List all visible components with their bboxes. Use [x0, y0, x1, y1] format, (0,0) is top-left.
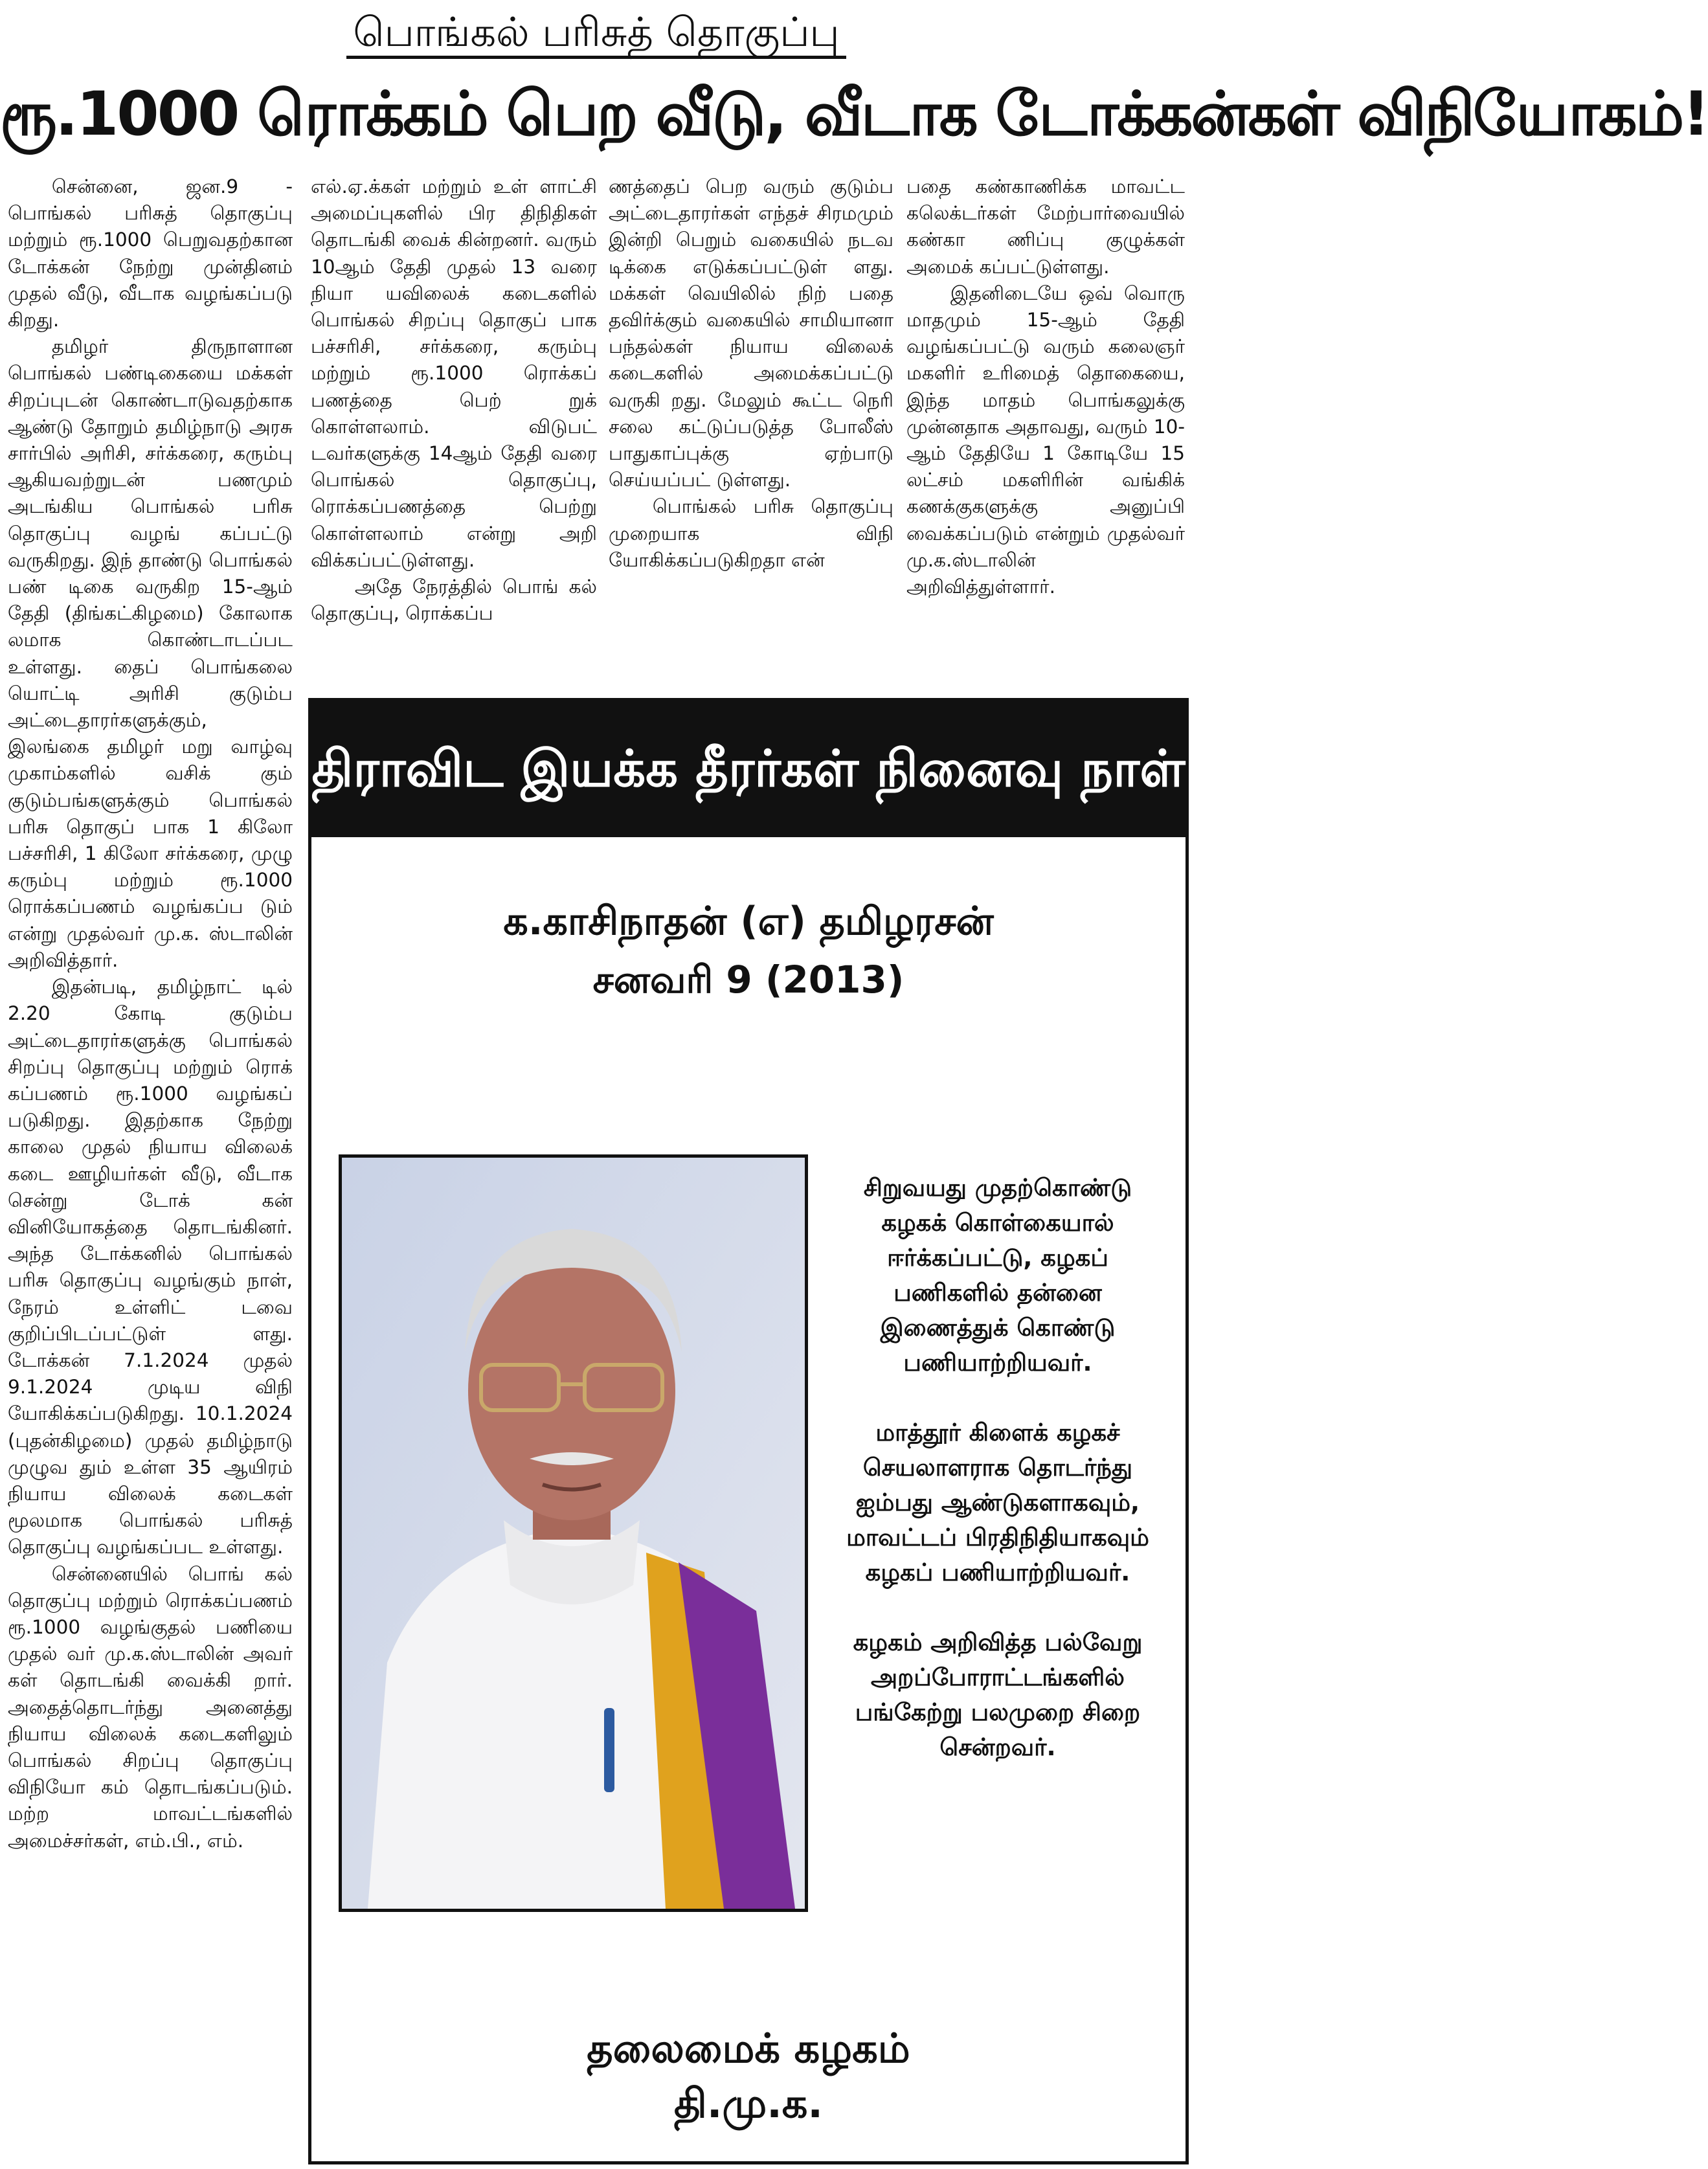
paragraph: அதே நேரத்தில் பொங் கல் தொகுப்பு, ரொக்கப்ப: [311, 576, 597, 625]
portrait-photo: [339, 1154, 808, 1912]
paragraph: எல்.ஏ.க்கள் மற்றும் உள் ளாட்சி அமைப்புகளில் பிர திநிதிகள் தொடங்கி வைக் கின்றனர். வரும் 10ஆம் தேதி முதல் 13 வரை நியா யவிலைக் கடைகளில் பொங்கல் சிறப்பு தொகுப் பாக பச்சரிசி, சர்க்கரை, கரும்பு மற்றும் ரூ.1000 ரொக்கப் பணத்தை பெற் றுக் கொள்ளலாம். விடுபட் டவர்களுக்கு 14ஆம் தேதி வரை பொங்கல் தொகுப்பு, ரொக்கப்பணத்தை பெற்று கொள்ளலாம் என்று அறி விக்கப்பட்டுள்ளது.: [311, 175, 597, 571]
signature-line-1: தலைமைக் கழகம்: [587, 2025, 910, 2072]
kicker-text: பொங்கல் பரிசுத் தொகுப்பு: [346, 8, 846, 59]
bio-paragraph: சிறுவயது முதற்கொண்டு கழகக் கொள்கையால் ஈர்க்கப்பட்டு, கழகப் பணிகளில் தன்னை இணைத்துக் கொண்டு பணியாற்றியவர்.: [863, 1174, 1132, 1377]
paragraph: சென்னை, ஜன.9 - பொங்கல் பரிசுத் தொகுப்பு மற்றும் ரூ.1000 பெறுவதற்கான டோக்கன் நேற்று முன்தினம் முதல் வீடு, வீடாக வழங்கப்படு கிறது.: [8, 175, 293, 332]
paragraph: சென்னையில் பொங் கல் தொகுப்பு மற்றும் ரொக்கப்பணம் ரூ.1000 வழங்குதல் பணியை முதல் வர் மு.க.ஸ்டாலின் அவர் கள் தொடங்கி வைக்கி றார். அதைத்தொடர்ந்து அனைத்து நியாய விலைக் கடைகளிலும் பொங்கல் சிறப்பு தொகுப்பு விநியோ கம் தொடங்கப்படும். மற்ற மாவட்டங்களில் அமைச்சர்கள், எம்.பி., எம்.: [8, 1562, 293, 1852]
portrait-illustration: [342, 1158, 805, 1909]
paragraph: தமிழர் திருநாளான பொங்கல் பண்டிகையை மக்கள் சிறப்புடன் கொண்டாடுவதற்காக ஆண்டு தோறும் தமிழ்நாடு அரசு சார்பில் அரிசி, சர்க்கரை, கரும்பு ஆகியவற்றுடன் பணமும் அடங்கிய பொங்கல் பரிசு தொகுப்பு வழங் கப்பட்டு வருகிறது. இந் தாண்டு பொங்கல் பண் டிகை வருகிற 15-ஆம் தேதி (திங்கட்கிழமை) கோலாக லமாக கொண்டாடப்பட உள்ளது. தைப் பொங்கலை யொட்டி அரிசி குடும்ப அட்டைதாரர்களுக்கும், இலங்கை தமிழர் மறு வாழ்வு முகாம்களில் வசிக் கும் குடும்பங்களுக்கும் பொங்கல் பரிசு தொகுப் பாக 1 கிலோ பச்சரிசி, 1 கிலோ சர்க்கரை, முழு கரும்பு மற்றும் ரூ.1000 ரொக்கப்பணம் வழங்கப்ப டும் என்று முதல்வர் மு.க. ஸ்டாலின் அறிவித்தார்.: [8, 335, 293, 971]
paragraph: இதன்படி, தமிழ்நாட் டில் 2.20 கோடி குடும்ப அட்டைதாரர்களுக்கு பொங்கல் சிறப்பு தொகுப்பு மற்றும் ரொக் கப்பணம் ரூ.1000 வழங்கப் படுகிறது. இதற்காக நேற்று காலை முதல் நியாய விலைக் கடை ஊழியர்கள் வீடு, வீடாக சென்று டோக் கன் வினியோகத்தை தொடங்கினர். அந்த டோக்கனில் பொங்கல் பரிசு தொகுப்பு வழங்கும் நாள், நேரம் உள்ளிட் டவை குறிப்பிடப்பட்டுள் ளது. டோக்கன் 7.1.2024 முதல் 9.1.2024 முடிய விநி யோகிக்கப்படுகிறது. 10.1.2024 (புதன்கிழமை) முதல் தமிழ்நாடு முழுவ தும் உள்ள 35 ஆயிரம் நியாய விலைக் கடைகள் மூலமாக பொங்கல் பரிசுத் தொகுப்பு வழங்கப்பட உள்ளது.: [8, 976, 293, 1558]
memorial-date: சனவரி 9 (2013): [592, 958, 905, 1002]
signature-line-2: தி.மு.க.: [674, 2080, 823, 2127]
article-column-1: [8, 174, 293, 2168]
memorial-notice: [308, 698, 1189, 2164]
paragraph: பொங்கல் பரிசு தொகுப்பு முறையாக விநி யோகிக்கப்படுகிறதா என்: [609, 495, 893, 571]
paragraph: பதை கண்காணிக்க மாவட்ட கலெக்டர்கள் மேற்பார்வையில் கண்கா ணிப்பு குழுக்கள் அமைக் கப்பட்டுள்ளது.: [906, 175, 1185, 278]
article-column-3: [609, 174, 893, 666]
article-column-2: [311, 174, 597, 666]
article-column-4: [906, 174, 1185, 666]
kicker-heading: [0, 6, 1193, 58]
memorial-name: க.காசிநாதன் (எ) தமிழரசன்: [503, 899, 994, 944]
headline: ரூ.1000 ரொக்கம் பெற வீடு, வீடாக டோக்கன்கள் விநியோகம்!: [0, 79, 1708, 150]
paragraph: ணத்தைப் பெற வரும் குடும்ப அட்டைதாரர்கள் எந்தச் சிரமமும் இன்றி பெறும் வகையில் நடவ டிக்கை எடுக்கப்பட்டுள் ளது. மக்கள் வெயிலில் நிற் பதை தவிர்க்கும் வகையில் சாமியானா பந்தல்கள் நியாய விலைக் கடைகளில் அமைக்கப்பட்டு வருகி றது. மேலும் கூட்ட நெரி சலை கட்டுப்படுத்த போலீஸ் பாதுகாப்புக்கு ஏற்பாடு செய்யப்பட் டுள்ளது.: [609, 175, 893, 491]
bio-paragraph: கழகம் அறிவித்த பல்வேறு அறப்போராட்டங்களில் பங்கேற்று பலமுறை சிறை சென்றவர்.: [853, 1628, 1143, 1761]
paragraph: இதனிடையே ஒவ் வொரு மாதமும் 15-ஆம் தேதி வழங்கப்பட்டு வரும் கலைஞர் மகளிர் உரிமைத் தொகையை, இந்த மாதம் பொங்கலுக்கு முன்னதாக அதாவது, வரும் 10-ஆம் தேதியே 1 கோடியே 15 லட்சம் மகளிரின் வங்கிக் கணக்குகளுக்கு அனுப்பி வைக்கப்படும் என்றும் முதல்வர் மு.க.ஸ்டாலின் அறிவித்துள்ளார்.: [906, 282, 1185, 598]
bio-paragraph: மாத்தூர் கிளைக் கழகச் செயலாளராக தொடர்ந்து ஐம்பது ஆண்டுகளாகவும், மாவட்டப் பிரதிநிதியாகவும் கழகப் பணியாற்றியவர்.: [846, 1419, 1149, 1586]
memorial-bio: [829, 1171, 1166, 1800]
memorial-banner: திராவிட இயக்க தீரர்கள் நினைவு நாள்: [311, 701, 1185, 837]
